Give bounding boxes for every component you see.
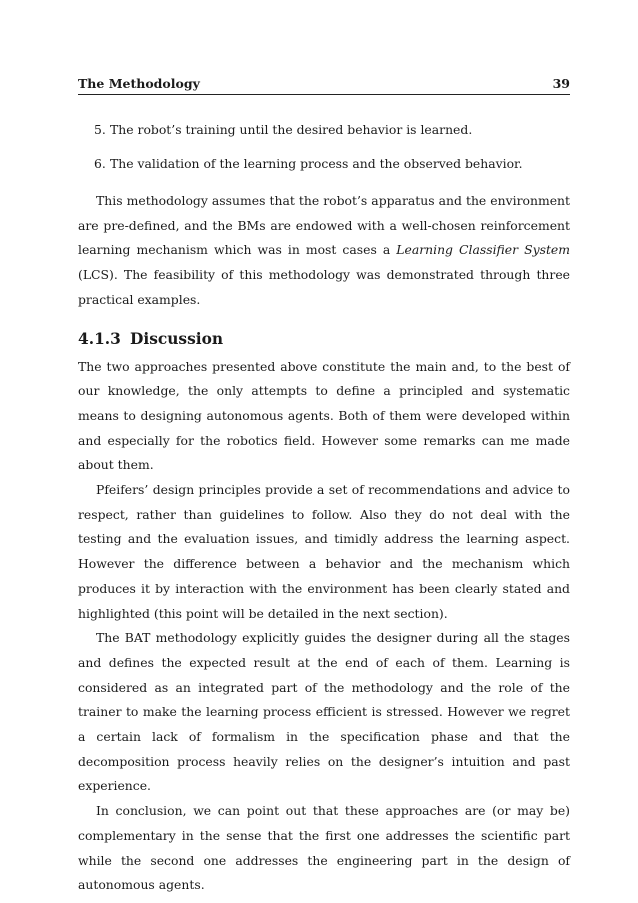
section-title: Discussion: [130, 329, 224, 348]
paragraph-methodology: [78, 189, 570, 313]
list-item: [78, 121, 570, 139]
list-item: [78, 155, 570, 173]
section-heading: [78, 330, 570, 348]
list-item-text: The validation of the learning process and the observed behavior.: [110, 156, 523, 171]
italic-term: Learning Classifier System: [396, 242, 571, 258]
page-number: 39: [552, 76, 570, 91]
section-number: 4.1.3: [78, 329, 121, 348]
list-item-number: 5.: [94, 122, 106, 137]
running-header: [78, 76, 570, 95]
paragraph: In conclusion, we can point out that these approaches are (or may be) complementary in the sense that the first one addresses the scientific part while the second one addresses the engineering part in the design of autonomous agents.: [78, 803, 570, 893]
paragraph-text: (LCS). The feasibility of this methodology was demonstrated through three practical examples.: [78, 267, 570, 307]
page-content: [78, 76, 570, 898]
paragraph: The BAT methodology explicitly guides the designer during all the stages and defines the expected result at the end of each of them. Learning is considered as an integrated part of the methodology and the role of the trainer to make the learning process efficient is stressed. However we regret a certain lack of formalism in the specification phase and that the decomposition process heavily relies on the designer’s intuition and past experience.: [78, 630, 570, 794]
paragraph-text: This methodology assumes that the robot’s apparatus and the environment are pre-defined, and the BMs are endowed with a well-chosen reinforcement learning mechanism which was in most cases a: [78, 193, 570, 258]
numbered-list: [78, 121, 570, 173]
list-item-text: The robot’s training until the desired behavior is learned.: [110, 122, 473, 137]
header-title: The Methodology: [78, 76, 200, 91]
paragraph: The two approaches presented above constitute the main and, to the best of our knowledge, the only attempts to define a principled and systematic means to designing autonomous agents. Both of them were developed within and especially for the robotics field. However some remarks can me made about them.: [78, 358, 570, 473]
paragraph: Pfeifers’ design principles provide a set of recommendations and advice to respect, rather than guidelines to follow. Also they do not deal with the testing and the evaluation issues, and timidly address the learning aspect. However the difference between a behavior and the mechanism which produces it by interaction with the environment has been clearly stated and highlighted (this point will be detailed in the next section).: [78, 482, 570, 621]
list-item-number: 6.: [94, 156, 106, 171]
